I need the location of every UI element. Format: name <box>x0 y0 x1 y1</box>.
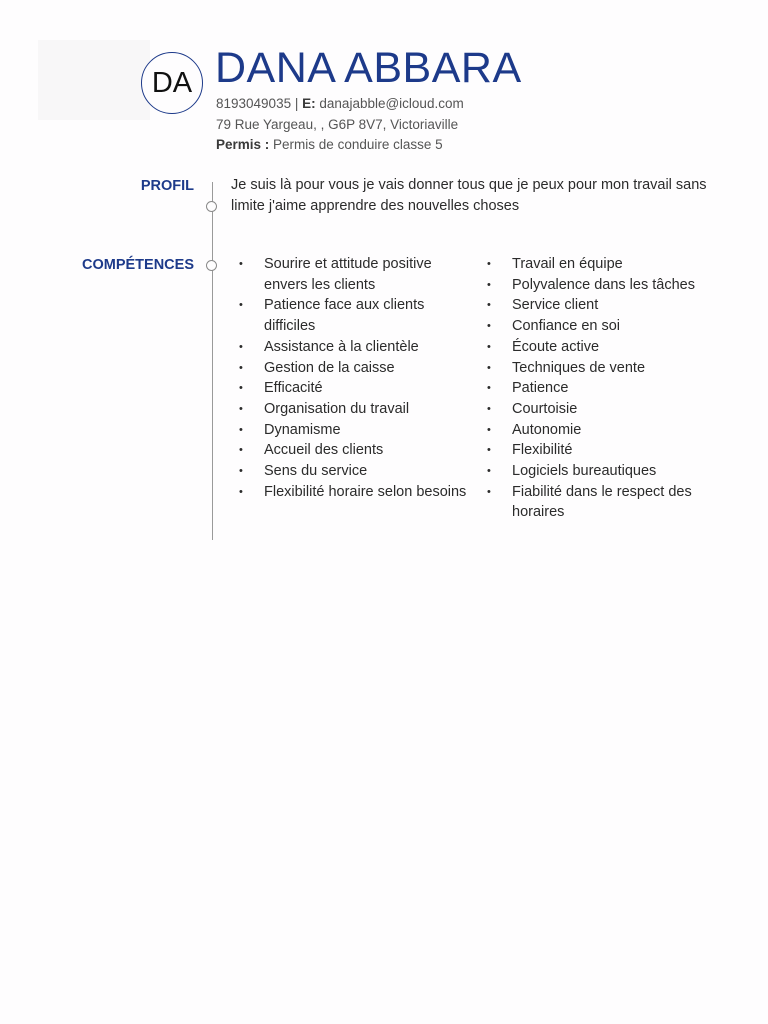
skill-item: • Patience <box>480 378 742 399</box>
permit-line <box>216 137 443 152</box>
skill-item: • Techniques de vente <box>480 358 742 379</box>
permit-value: Permis de conduire classe 5 <box>273 137 443 152</box>
profil-text: Je suis là pour vous je vais donner tous que je peux pour mon travail sans limite j'aime apprendre des nouvelles choses <box>231 177 707 214</box>
skill-item: • Flexibilité <box>480 440 742 461</box>
skill-item: • Écoute active <box>480 337 742 358</box>
skill-item: • Organisation du travail <box>232 399 478 420</box>
section-title-profil: PROFIL <box>140 178 194 194</box>
skill-item: • Sens du service <box>232 461 478 482</box>
candidate-name: DANA ABBARA <box>215 44 522 92</box>
skill-item: • Confiance en soi <box>480 316 742 337</box>
skill-item: • Service client <box>480 295 742 316</box>
skill-item: • Courtoisie <box>480 399 742 420</box>
phone-number: 8193049035 <box>216 96 292 111</box>
skill-item: • Polyvalence dans les tâches <box>480 275 742 296</box>
permit-label: Permis : <box>216 137 270 152</box>
separator: | <box>294 96 299 111</box>
section-title-competences: COMPÉTENCES <box>82 257 194 273</box>
skills-list-left <box>232 254 478 502</box>
skill-item: • Assistance à la clientèle <box>232 337 478 358</box>
timeline-line <box>212 182 213 540</box>
email-label: E: <box>302 96 316 111</box>
skill-item: • Autonomie <box>480 420 742 441</box>
address: 79 Rue Yargeau, , G6P 8V7, Victoriaville <box>216 117 459 132</box>
skill-item: • Gestion de la caisse <box>232 358 478 379</box>
initials-badge <box>141 52 203 114</box>
timeline-node-competences <box>206 260 217 271</box>
skill-item: • Dynamisme <box>232 420 478 441</box>
skill-item: • Travail en équipe <box>480 254 742 275</box>
skill-item: • Efficacité <box>232 378 478 399</box>
initials-text: DA <box>151 66 193 99</box>
skill-item: • Patience face aux clients difficiles <box>232 295 478 336</box>
header-background <box>38 40 150 120</box>
skills-list-right <box>480 254 742 523</box>
skill-item: • Logiciels bureautiques <box>480 461 742 482</box>
skill-item: • Accueil des clients <box>232 440 478 461</box>
timeline-node-profil <box>206 201 217 212</box>
skill-item: • Sourire et attitude positive envers les clients <box>232 254 478 295</box>
email-address: danajabble@icloud.com <box>319 96 464 111</box>
skill-item: • Flexibilité horaire selon besoins <box>232 482 478 503</box>
contact-line-phone-email <box>216 96 464 111</box>
skill-item: • Fiabilité dans le respect des horaires <box>480 482 742 523</box>
